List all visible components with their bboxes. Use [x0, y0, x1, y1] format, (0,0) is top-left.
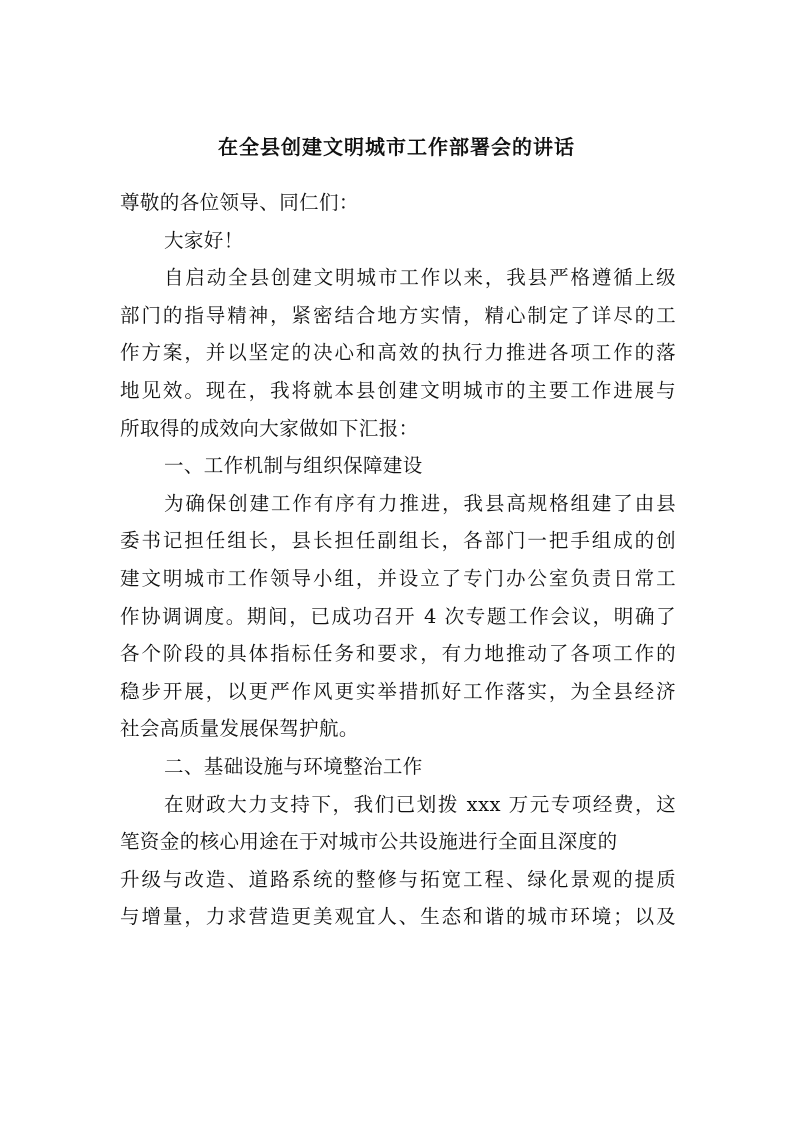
paragraph-3-line-2: 笔资金的核心用途在于对城市公共设施进行全面且深度的 — [120, 830, 618, 854]
section-heading-2: 二、基础设施与环境整治工作 — [164, 754, 423, 778]
greeting-line: 大家好！ — [164, 228, 244, 252]
salutation-line: 尊敬的各位领导、同仁们： — [120, 191, 359, 214]
paragraph-3-line-1: 在财政大力支持下，我们已划拨 xxx 万元专项经费，这 — [164, 792, 676, 816]
section-heading-1: 一、工作机制与组织保障建设 — [164, 454, 423, 478]
paragraph-1-line-4: 地见效。现在，我将就本县创建文明城市的主要工作进展与 — [120, 378, 676, 402]
paragraph-2-line-1: 为确保创建工作有序有力推进，我县高规格组建了由县 — [164, 491, 676, 515]
paragraph-2-line-5: 各个阶段的具体指标任务和要求，有力地推动了各项工作的 — [120, 642, 676, 666]
paragraph-2-line-7: 社会高质量发展保驾护航。 — [120, 717, 359, 741]
paragraph-2-line-3: 建文明城市工作领导小组，并设立了专门办公室负责日常工 — [120, 566, 676, 590]
document-body — [120, 184, 676, 936]
paragraph-1-line-5: 所取得的成效向大家做如下汇报： — [120, 416, 419, 440]
paragraph-2-line-2: 委书记担任组长，县长担任副组长，各部门一把手组成的创 — [120, 529, 676, 553]
paragraph-1-line-1: 自启动全县创建文明城市工作以来，我县严格遵循上级 — [164, 266, 676, 290]
document-title: 在全县创建文明城市工作部署会的讲话 — [218, 135, 575, 159]
paragraph-1-line-3: 作方案，并以坚定的决心和高效的执行力推进各项工作的落 — [120, 341, 676, 365]
paragraph-3-line-3: 升级与改造、道路系统的整修与拓宽工程、绿化景观的提质 — [120, 867, 676, 891]
paragraph-2-line-4: 作协调调度。期间，已成功召开 4 次专题工作会议，明确了 — [120, 604, 676, 628]
paragraph-2-line-6: 稳步开展，以更严作风更实举措抓好工作落实，为全县经济 — [120, 679, 676, 703]
paragraph-3-line-4: 与增量，力求营造更美观宜人、生态和谐的城市环境；以及 — [120, 905, 676, 929]
paragraph-1-line-2: 部门的指导精神，紧密结合地方实情，精心制定了详尽的工 — [120, 303, 676, 327]
